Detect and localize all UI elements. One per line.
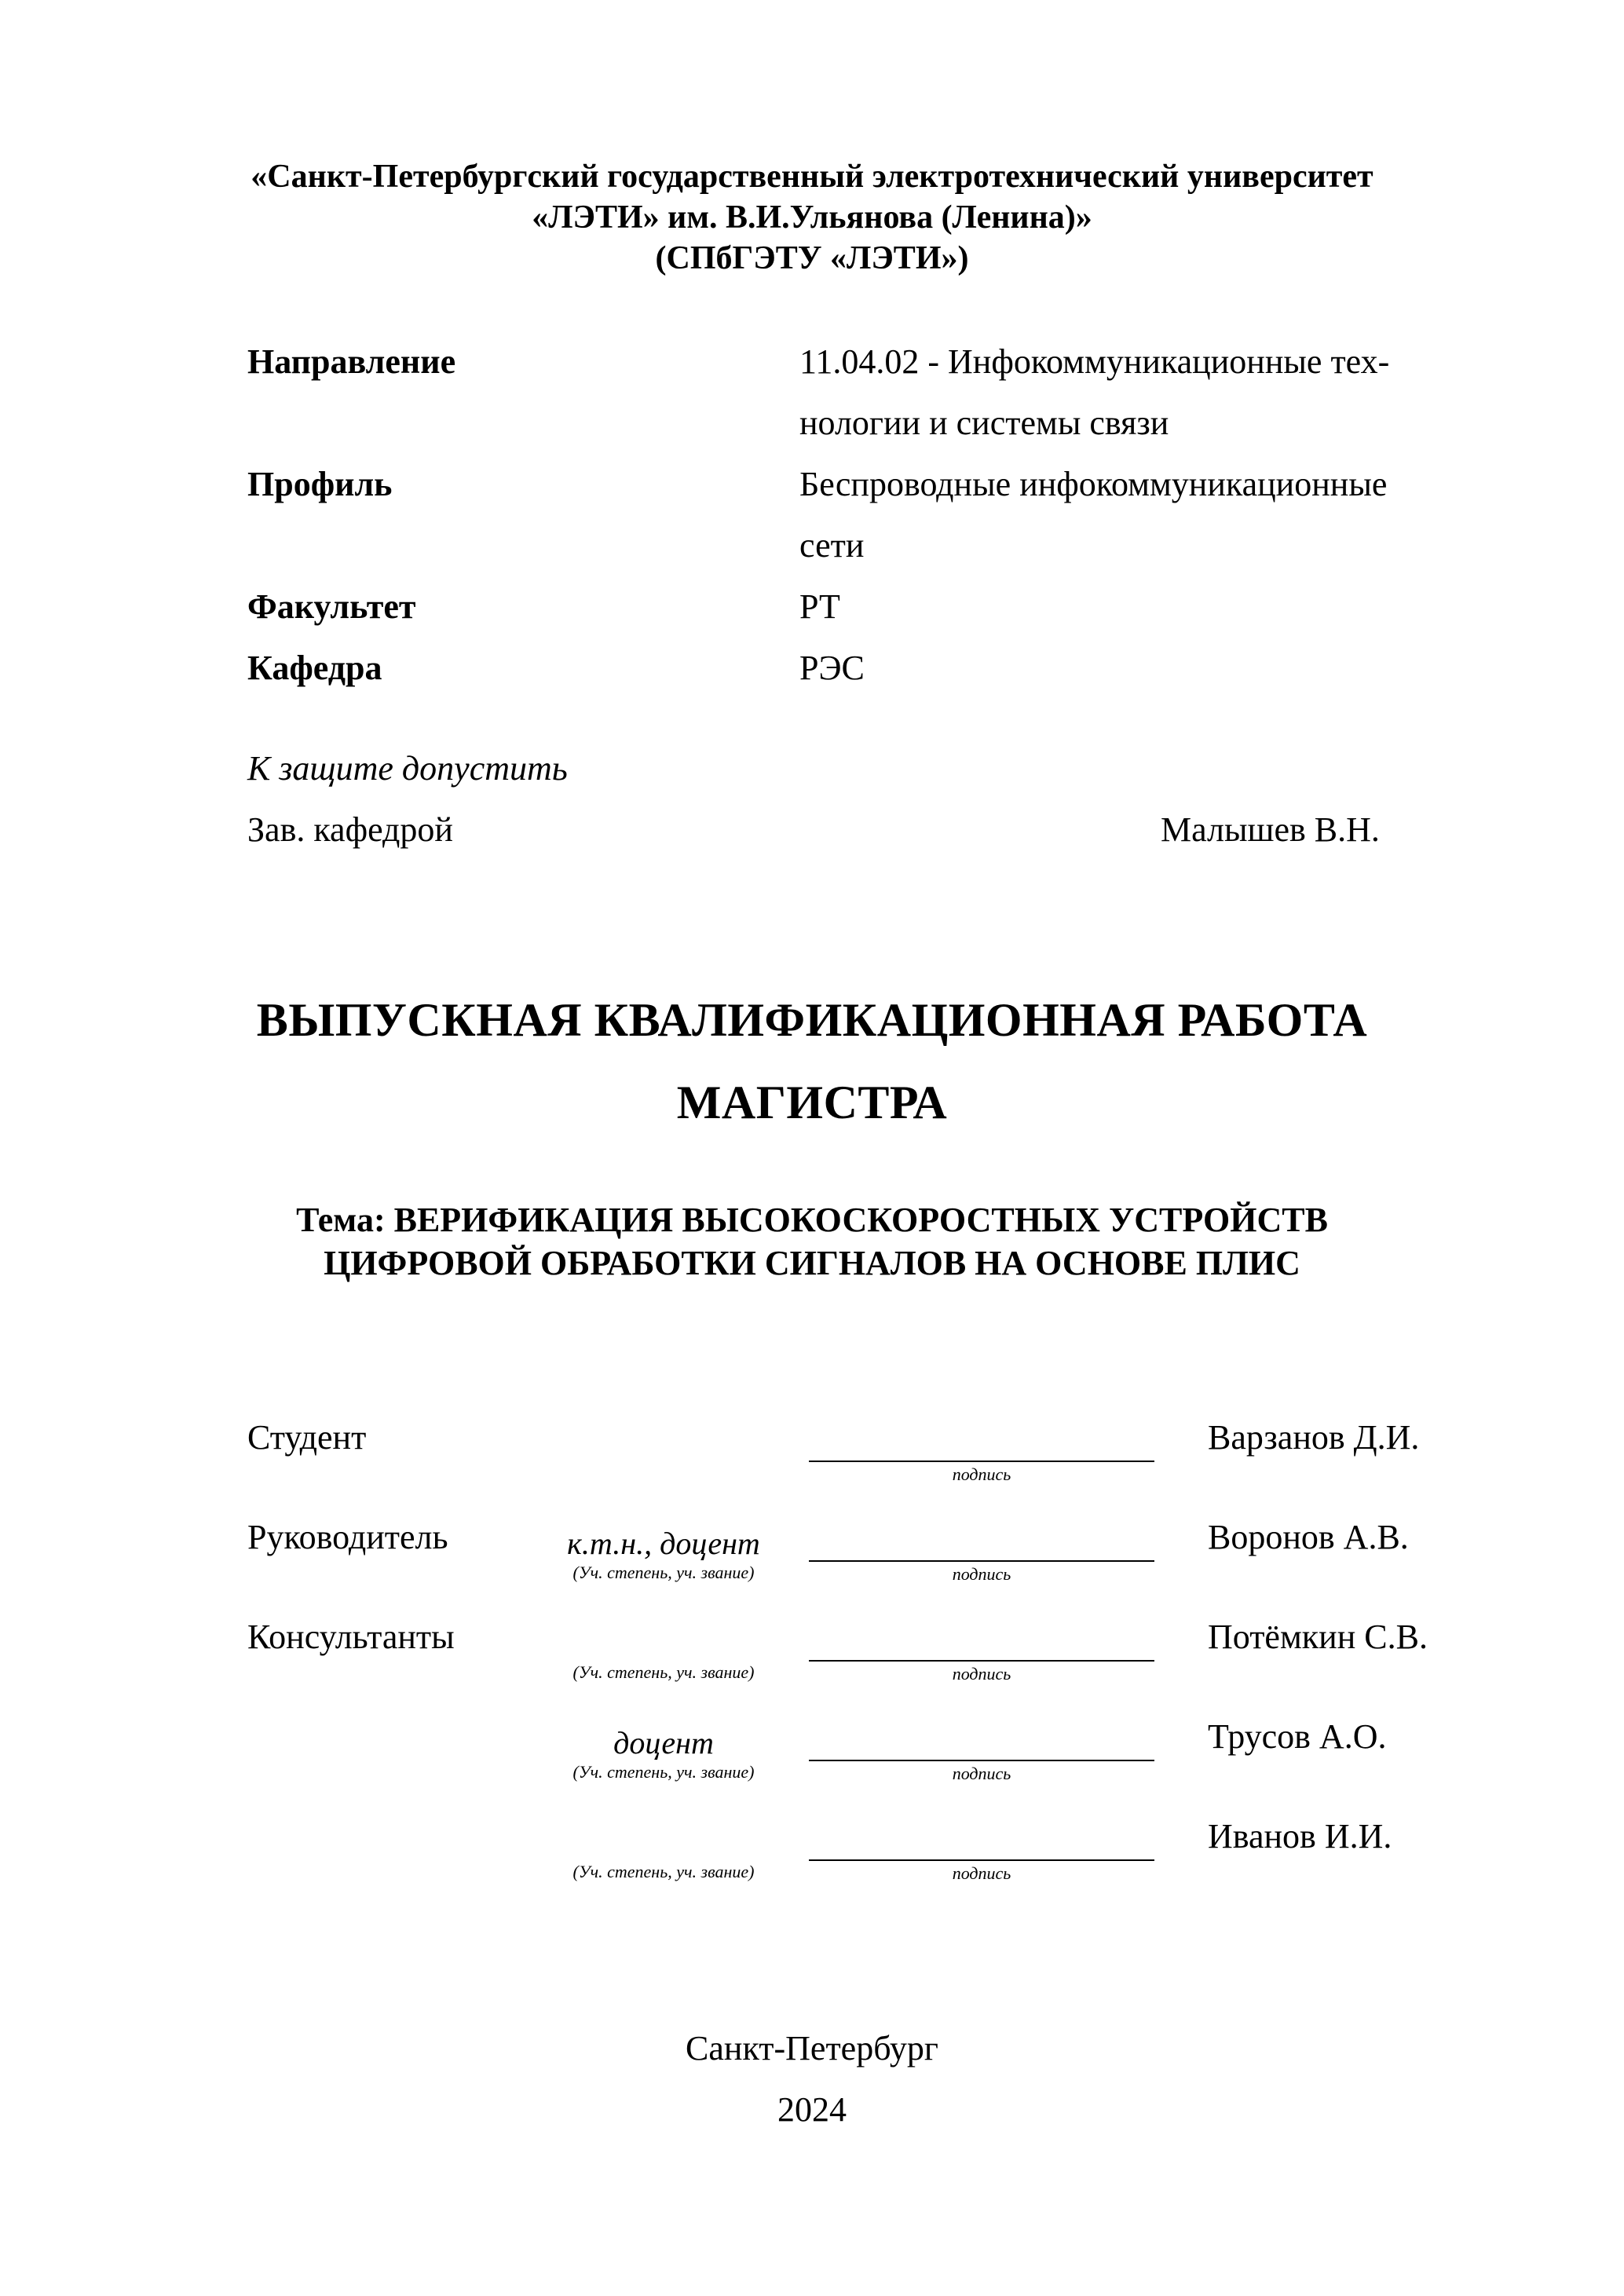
signature-caption: подпись xyxy=(952,1863,1011,1883)
signature-role-consultants: Консультанты xyxy=(247,1618,455,1656)
signature-caption: подпись xyxy=(952,1464,1011,1484)
degree-consultant-2: доцент xyxy=(613,1725,714,1760)
signature-role-student: Студент xyxy=(247,1418,367,1457)
approval-label: К защите допустить xyxy=(247,749,568,788)
signature-line xyxy=(809,1560,1154,1562)
signature-name-student: Варзанов Д.И. xyxy=(1208,1418,1420,1457)
field-profile-label: Профиль xyxy=(247,465,393,503)
field-direction-value-line1: 11.04.02 - Инфокоммуникационные тех- xyxy=(799,342,1390,381)
signature-name-consultant-3: Иванов И.И. xyxy=(1208,1817,1392,1855)
degree-caption: (Уч. степень, уч. звание) xyxy=(572,1862,755,1881)
signature-line xyxy=(809,1461,1154,1462)
field-direction-label: Направление xyxy=(247,342,456,381)
university-name-line2: «ЛЭТИ» им. В.И.Ульянова (Ленина)» xyxy=(532,199,1092,236)
field-profile-value-line2: сети xyxy=(799,526,865,565)
footer-year: 2024 xyxy=(777,2090,847,2129)
signature-line xyxy=(809,1859,1154,1861)
signature-caption: подпись xyxy=(952,1664,1011,1684)
degree-caption: (Уч. степень, уч. звание) xyxy=(572,1762,755,1782)
field-faculty-label: Факультет xyxy=(247,587,416,626)
work-title-line2: МАГИСТРА xyxy=(676,1077,948,1128)
signature-caption: подпись xyxy=(952,1564,1011,1584)
footer-city: Санкт-Петербург xyxy=(686,2029,938,2067)
degree-caption: (Уч. степень, уч. звание) xyxy=(572,1662,755,1682)
signature-name-consultant-1: Потёмкин С.В. xyxy=(1208,1618,1428,1656)
approval-role: Зав. кафедрой xyxy=(247,810,453,849)
topic-line2: ЦИФРОВОЙ ОБРАБОТКИ СИГНАЛОВ НА ОСНОВЕ ПЛИС xyxy=(324,1244,1300,1282)
field-department-value: РЭС xyxy=(799,649,865,687)
signature-caption: подпись xyxy=(952,1764,1011,1783)
signature-name-consultant-2: Трусов А.О. xyxy=(1208,1717,1387,1756)
university-abbreviation: (СПбГЭТУ «ЛЭТИ») xyxy=(655,240,969,276)
signature-name-supervisor: Воронов А.В. xyxy=(1208,1518,1409,1556)
field-department-label: Кафедра xyxy=(247,649,382,687)
field-profile-value-line1: Беспроводные инфокоммуникационные xyxy=(799,465,1388,503)
approval-name: Малышев В.Н. xyxy=(1161,810,1380,849)
signature-role-supervisor: Руководитель xyxy=(247,1518,448,1556)
degree-supervisor: к.т.н., доцент xyxy=(567,1526,760,1561)
topic-line1: Тема: ВЕРИФИКАЦИЯ ВЫСОКОСКОРОСТНЫХ УСТРОЙСТВ xyxy=(296,1201,1328,1239)
signature-line xyxy=(809,1760,1154,1761)
field-faculty-value: РТ xyxy=(799,587,840,626)
field-direction-value-line2: нологии и системы связи xyxy=(799,404,1169,442)
signature-line xyxy=(809,1660,1154,1662)
work-title-line1: ВЫПУСКНАЯ КВАЛИФИКАЦИОННАЯ РАБОТА xyxy=(256,994,1368,1046)
degree-caption: (Уч. степень, уч. звание) xyxy=(572,1563,755,1582)
university-name-line1: «Санкт-Петербургский государственный электротехнический университет xyxy=(251,159,1373,195)
